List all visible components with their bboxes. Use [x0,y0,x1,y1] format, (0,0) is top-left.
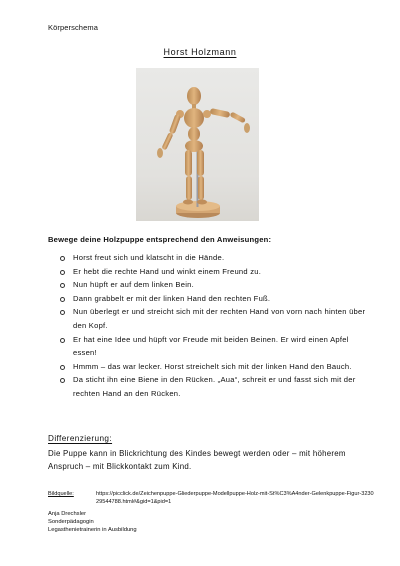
bullet-icon [60,365,65,370]
list-item: Er hebt die rechte Hand und winkt einem Freund zu. [48,265,368,279]
instructions-list [48,251,368,401]
image-source-label: Bildquelle: [48,491,74,497]
author-role-secondary: Legasthenietrainerin in Ausbildung [48,527,137,534]
list-item: Nun überlegt er und streicht sich mit der rechten Hand von vorn nach hinten über den Kopf. [48,305,368,332]
bullet-icon [60,256,65,261]
bullet-icon [60,310,65,315]
list-item: Dann grabbelt er mit der linken Hand den rechten Fuß. [48,292,368,306]
bullet-icon [60,283,65,288]
list-item: Nun hüpft er auf dem linken Bein. [48,278,368,292]
list-item: Da sticht ihn eine Biene in den Rücken. „Aua“, schreit er und fasst sich mit der rechten Hand an den Rücken. [48,373,368,400]
list-item: Hmmm – das war lecker. Horst streichelt sich mit der linken Hand den Bauch. [48,360,368,374]
list-item: Horst freut sich und klatscht in die Hände. [48,251,368,265]
wooden-mannequin-icon [136,68,259,221]
bullet-icon [60,378,65,383]
instructions-heading: Bewege deine Holzpuppe entsprechend den Anweisungen: [48,235,272,244]
author-block [48,510,137,535]
author-name: Anja Drechsler [48,511,87,517]
bullet-icon [60,297,65,302]
bullet-icon [60,338,65,343]
page-title-text: Horst Holzmann [163,47,237,57]
list-item: Er hat eine Idee und hüpft vor Freude mit beiden Beinen. Er wird einen Apfel essen! [48,333,368,360]
image-source-url[interactable]: https://picclick.de/Zeichenpuppe-Gliederpuppe-Modellpuppe-Holz-mit-St%C3%A4nder-Gelenkpuppe-Figur-323029544788.html#&gid=1&pid=1 [96,491,374,505]
author-role: Sonderpädagogin [48,519,94,526]
differentiation-text: Die Puppe kann in Blickrichtung des Kindes bewegt werden oder – mit höherem Anspruch – mit Blickkontakt zum Kind. [48,449,346,472]
mannequin-photo [136,68,259,221]
page-title [0,47,400,57]
differentiation-heading: Differenzierung: [48,434,113,443]
bullet-icon [60,270,65,275]
header-label: Körperschema [48,23,98,32]
